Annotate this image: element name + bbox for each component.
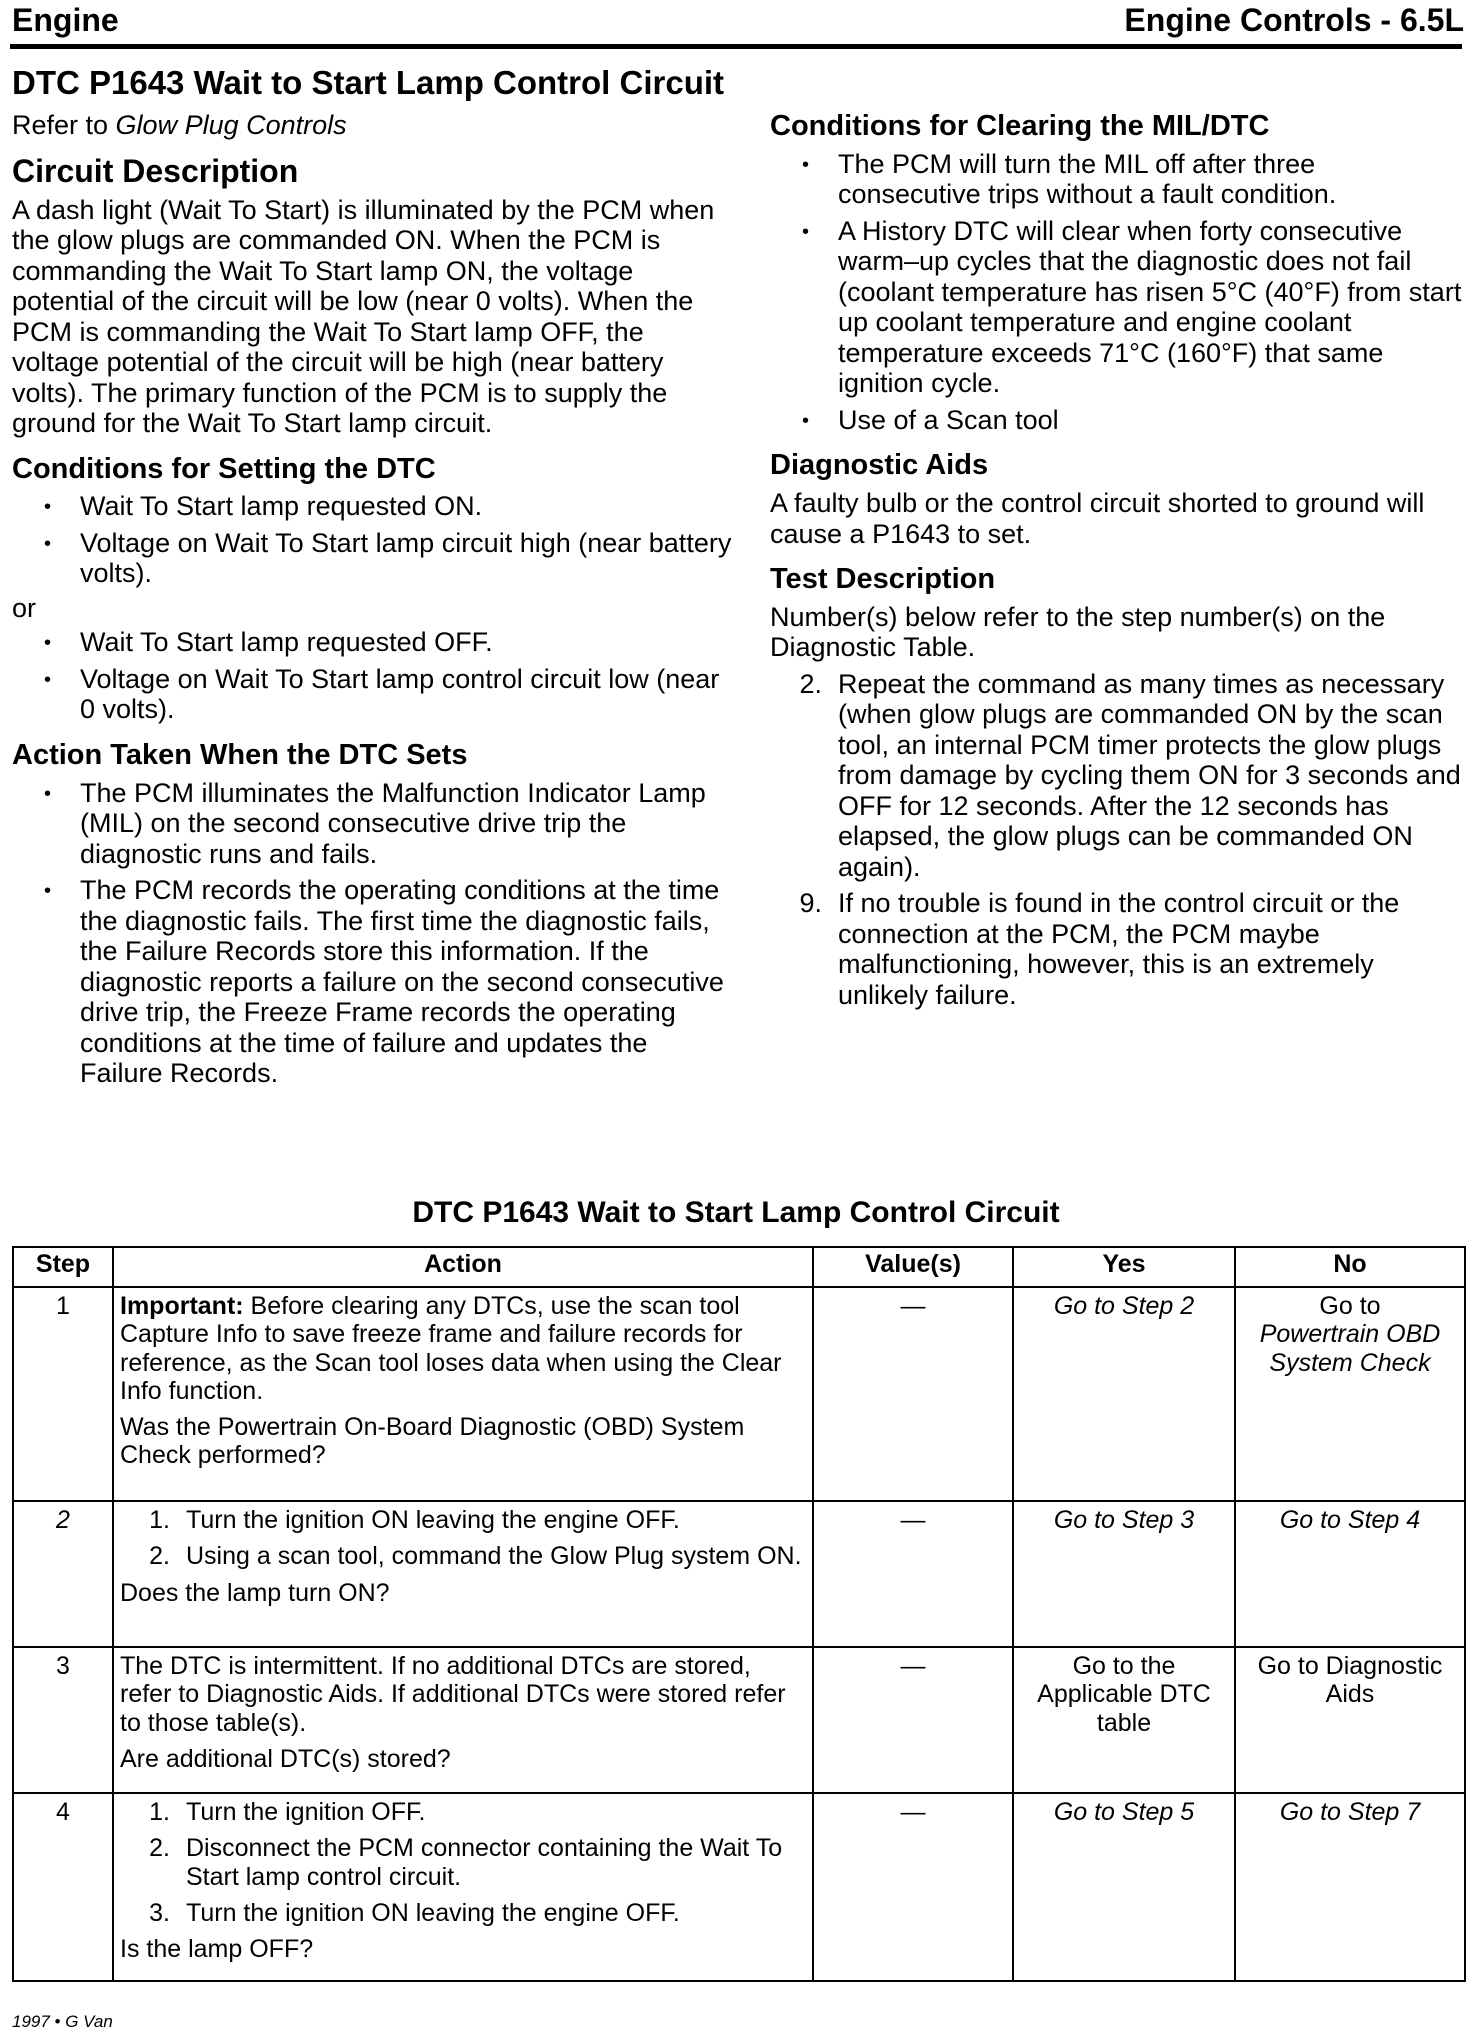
list-item: • The PCM will turn the MIL off after three consecutive trips without a fault condition. xyxy=(770,149,1465,210)
yes-link[interactable]: Go to Step 5 xyxy=(1013,1793,1235,1981)
no-link[interactable]: Go to Step 7 xyxy=(1235,1793,1465,1981)
diagnostic-aids-heading: Diagnostic Aids xyxy=(770,449,989,482)
list-item: • Voltage on Wait To Start lamp control circuit low (near 0 volts). xyxy=(12,664,732,725)
test-description-heading: Test Description xyxy=(770,563,996,596)
col-header-action: Action xyxy=(113,1247,813,1287)
action-cell xyxy=(113,1793,813,1981)
value-cell: — xyxy=(813,1287,1013,1501)
item-text: Disconnect the PCM connector containing the Wait To Start lamp control circuit. xyxy=(186,1834,783,1891)
action-taken-heading: Action Taken When the DTC Sets xyxy=(12,738,468,771)
step-text: The DTC is intermittent. If no additional DTCs are stored, refer to Diagnostic Aids. If additional DTCs were stored refer to those table(s). xyxy=(120,1652,786,1737)
list-item: • A History DTC will clear when forty consecutive warm–up cycles that the diagnostic does not fail (coolant temperature has risen 5°C (40°F) from start up coolant temperature and engine coolant temperature exceeds 71°C (160°F) that same ignition cycle. xyxy=(770,216,1465,399)
no-link[interactable]: Go to Diagnostic Aids xyxy=(1235,1647,1465,1793)
item-number: 2. xyxy=(149,1834,170,1863)
left-column xyxy=(12,110,732,1089)
test-description-list xyxy=(770,669,1465,1011)
action-cell xyxy=(113,1647,813,1793)
list-item: • The PCM illuminates the Malfunction Indicator Lamp (MIL) on the second consecutive drive trip the diagnostic runs and fails. xyxy=(12,778,732,870)
no-prefix: Go to xyxy=(1319,1292,1381,1320)
table-row xyxy=(13,1793,1465,1981)
action-cell xyxy=(113,1287,813,1501)
conditions-clearing-list xyxy=(770,149,1465,436)
item-number: 1. xyxy=(149,1798,170,1826)
list-item: • Wait To Start lamp requested ON. xyxy=(12,491,732,522)
test-description-intro: Number(s) below refer to the step number(s) on the Diagnostic Table. xyxy=(770,601,1386,663)
circuit-description-heading: Circuit Description xyxy=(12,152,299,189)
item-text: Using a scan tool, command the Glow Plug system ON. xyxy=(186,1542,802,1571)
item-text: Repeat the command as many times as necessary (when glow plugs are commanded ON by the scan tool, an internal PCM timer protects the glow plugs from damage by cycling them ON for 3 seconds and OFF for 12 seconds. After the 12 seconds has elapsed, the glow plugs can be commanded ON again). xyxy=(838,668,1461,882)
action-steps xyxy=(120,1506,806,1571)
or-separator: or xyxy=(12,592,37,623)
no-link[interactable]: Powertrain OBD System Check xyxy=(1259,1320,1441,1377)
conditions-setting-list-2 xyxy=(12,627,732,725)
yes-link[interactable]: Go to Step 3 xyxy=(1013,1501,1235,1647)
list-item: • Voltage on Wait To Start lamp circuit high (near battery volts). xyxy=(12,528,732,589)
step-question: Are additional DTC(s) stored? xyxy=(120,1744,451,1773)
yes-link[interactable]: Go to the Applicable DTC table xyxy=(1013,1647,1235,1793)
refer-prefix: Refer to xyxy=(12,110,116,140)
value-cell: — xyxy=(813,1793,1013,1981)
col-header-step: Step xyxy=(13,1247,113,1287)
yes-link[interactable]: Go to Step 2 xyxy=(1013,1287,1235,1501)
no-cell xyxy=(1235,1287,1465,1501)
page-footer: 1997 • G Van xyxy=(12,2012,113,2031)
right-column xyxy=(770,110,1465,1010)
item-number: 2. xyxy=(149,1542,170,1571)
item-number: 1. xyxy=(149,1506,170,1534)
conditions-clearing-heading: Conditions for Clearing the MIL/DTC xyxy=(770,110,1270,142)
table-row xyxy=(13,1501,1465,1647)
important-note xyxy=(120,1292,806,1405)
header-section-label: Engine xyxy=(12,2,119,38)
refer-link[interactable]: Glow Plug Controls xyxy=(115,110,347,140)
item-number: 3. xyxy=(149,1898,170,1927)
list-item: • Wait To Start lamp requested OFF. xyxy=(12,627,732,658)
list-item xyxy=(770,888,1465,1010)
important-text: Before clearing any DTCs, use the scan tool Capture Info to save freeze frame and failure records for reference, as the Scan tool loses data when using the Clear Info function. xyxy=(120,1292,782,1405)
table-title: DTC P1643 Wait to Start Lamp Control Circuit xyxy=(412,1196,1060,1229)
col-header-no: No xyxy=(1235,1247,1465,1287)
step-number: 3 xyxy=(13,1647,113,1793)
header-rule xyxy=(10,44,1462,49)
col-header-values: Value(s) xyxy=(813,1247,1013,1287)
item-number: 9. xyxy=(799,888,822,919)
table-row xyxy=(13,1287,1465,1501)
conditions-setting-heading: Conditions for Setting the DTC xyxy=(12,452,436,485)
table-row xyxy=(13,1647,1465,1793)
action-steps xyxy=(120,1798,806,1927)
col-header-yes: Yes xyxy=(1013,1247,1235,1287)
no-link[interactable]: Go to Step 4 xyxy=(1235,1501,1465,1647)
table-header-row xyxy=(13,1247,1465,1287)
important-label: Important: xyxy=(120,1292,244,1320)
list-item xyxy=(120,1798,806,1826)
step-number: 2 xyxy=(13,1501,113,1647)
step-question: Is the lamp OFF? xyxy=(120,1935,314,1963)
list-item: • Use of a Scan tool xyxy=(770,405,1465,436)
step-number: 4 xyxy=(13,1793,113,1981)
conditions-setting-list-1 xyxy=(12,491,732,589)
step-number: 1 xyxy=(13,1287,113,1501)
value-cell: — xyxy=(813,1501,1013,1647)
action-taken-list xyxy=(12,778,732,1089)
step-question: Was the Powertrain On-Board Diagnostic (OBD) System Check performed? xyxy=(120,1413,745,1470)
diagnostic-aids-text: A faulty bulb or the control circuit shorted to ground will cause a P1643 to set. xyxy=(770,488,1425,549)
page-title: DTC P1643 Wait to Start Lamp Control Circuit xyxy=(12,64,725,101)
value-cell: — xyxy=(813,1647,1013,1793)
item-number: 2. xyxy=(799,668,822,699)
item-text: If no trouble is found in the control circuit or the connection at the PCM, the PCM maybe malfunctioning, however, this is an extremely unlikely failure. xyxy=(838,888,1400,1010)
list-item xyxy=(120,1542,806,1570)
step-question: Does the lamp turn ON? xyxy=(120,1578,390,1607)
diagnostic-table xyxy=(12,1246,1466,1982)
list-item xyxy=(120,1506,806,1534)
item-text: Turn the ignition OFF. xyxy=(186,1798,426,1826)
list-item xyxy=(770,669,1465,883)
action-cell xyxy=(113,1501,813,1647)
header-manual-title: Engine Controls - 6.5L xyxy=(1124,2,1464,38)
item-text: Turn the ignition ON leaving the engine OFF. xyxy=(186,1898,680,1927)
refer-line xyxy=(12,110,732,141)
circuit-description-text: A dash light (Wait To Start) is illuminated by the PCM when the glow plugs are commanded ON. When the PCM is commanding the Wait To Start lamp ON, the voltage potential of the circuit will be low (near 0 volts). When the PCM is commanding the Wait To Start lamp OFF, the voltage potential of the circuit will be high (near battery volts). The primary function of the PCM is to supply the ground for the Wait To Start lamp circuit. xyxy=(12,194,715,439)
list-item xyxy=(120,1834,806,1891)
item-text: Turn the ignition ON leaving the engine OFF. xyxy=(186,1506,680,1534)
list-item xyxy=(120,1899,806,1927)
list-item: • The PCM records the operating conditions at the time the diagnostic fails. The first time the diagnostic fails, the Failure Records store this information. If the diagnostic reports a failure on the second consecutive drive trip, the Freeze Frame records the operating conditions at the time of failure and updates the Failure Records. xyxy=(12,875,732,1089)
